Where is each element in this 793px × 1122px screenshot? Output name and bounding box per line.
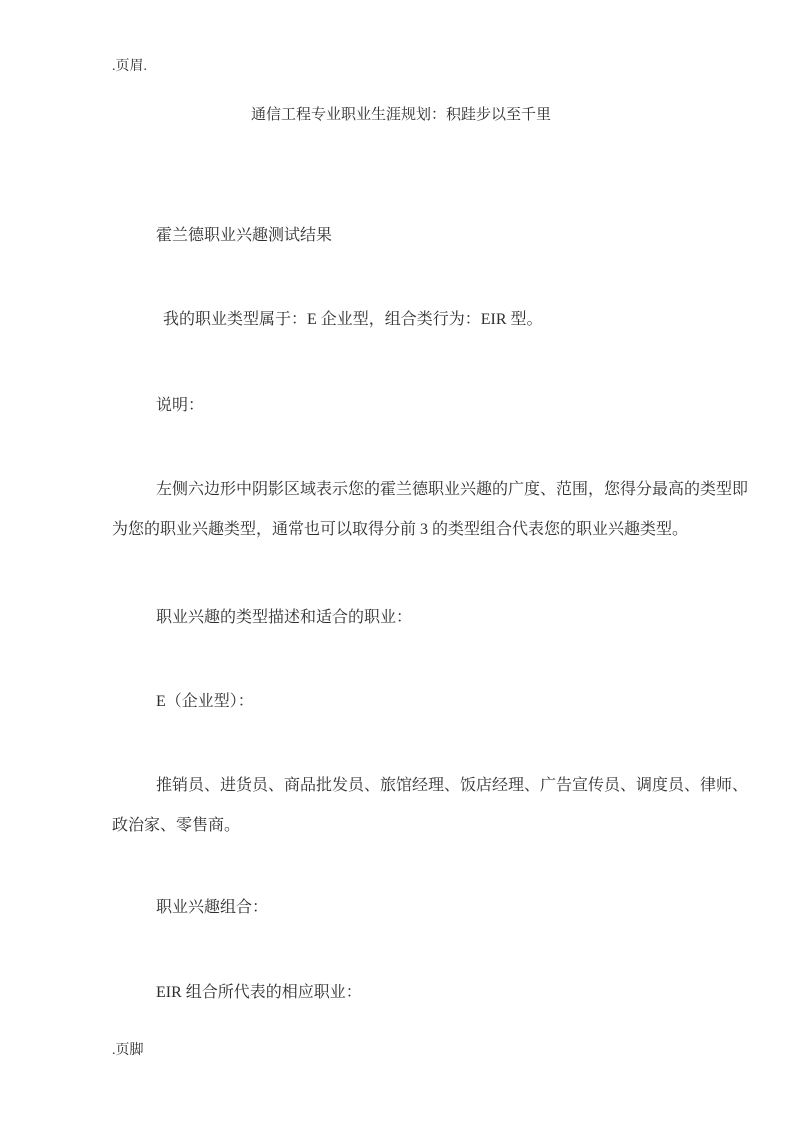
paragraph-occupation-list-line1: 推销员、进货员、商品批发员、旅馆经理、饭店经理、广告宣传员、调度员、律师、 [156,777,749,794]
paragraph-occupation-list-line2: 政治家、零售商。 [112,817,241,834]
paragraph-note-label: 说明： [156,397,205,414]
page-header-marker: .页眉. [112,59,147,74]
paragraph-hexagon-explanation [112,470,749,550]
paragraph-type-description-heading: 职业兴趣的类型描述和适合的职业： [156,609,413,626]
paragraph-hexagon-explanation-line2: 为您的职业兴趣类型，通常也可以取得分前 3 的类型组合代表您的职业兴趣类型。 [112,521,689,538]
paragraph-hexagon-explanation-line1: 左侧六边形中阴影区域表示您的霍兰德职业兴趣的广度、范围，您得分最高的类型即 [156,481,749,498]
paragraph-my-career-type: 我的职业类型属于：E 企业型，组合类行为：EIR 型。 [163,311,543,328]
paragraph-eir-combination-label: EIR 组合所代表的相应职业： [156,984,362,1001]
paragraph-occupation-list [112,766,749,846]
document-title: 通信工程专业职业生涯规划：积跬步以至千里 [250,107,551,123]
page-footer-marker: .页脚 [112,1043,144,1058]
paragraph-enterprise-type-label: E（企业型）： [156,693,254,710]
paragraph-interest-combination-label: 职业兴趣组合： [156,899,269,916]
paragraph-holland-test-result: 霍兰德职业兴趣测试结果 [156,227,333,244]
